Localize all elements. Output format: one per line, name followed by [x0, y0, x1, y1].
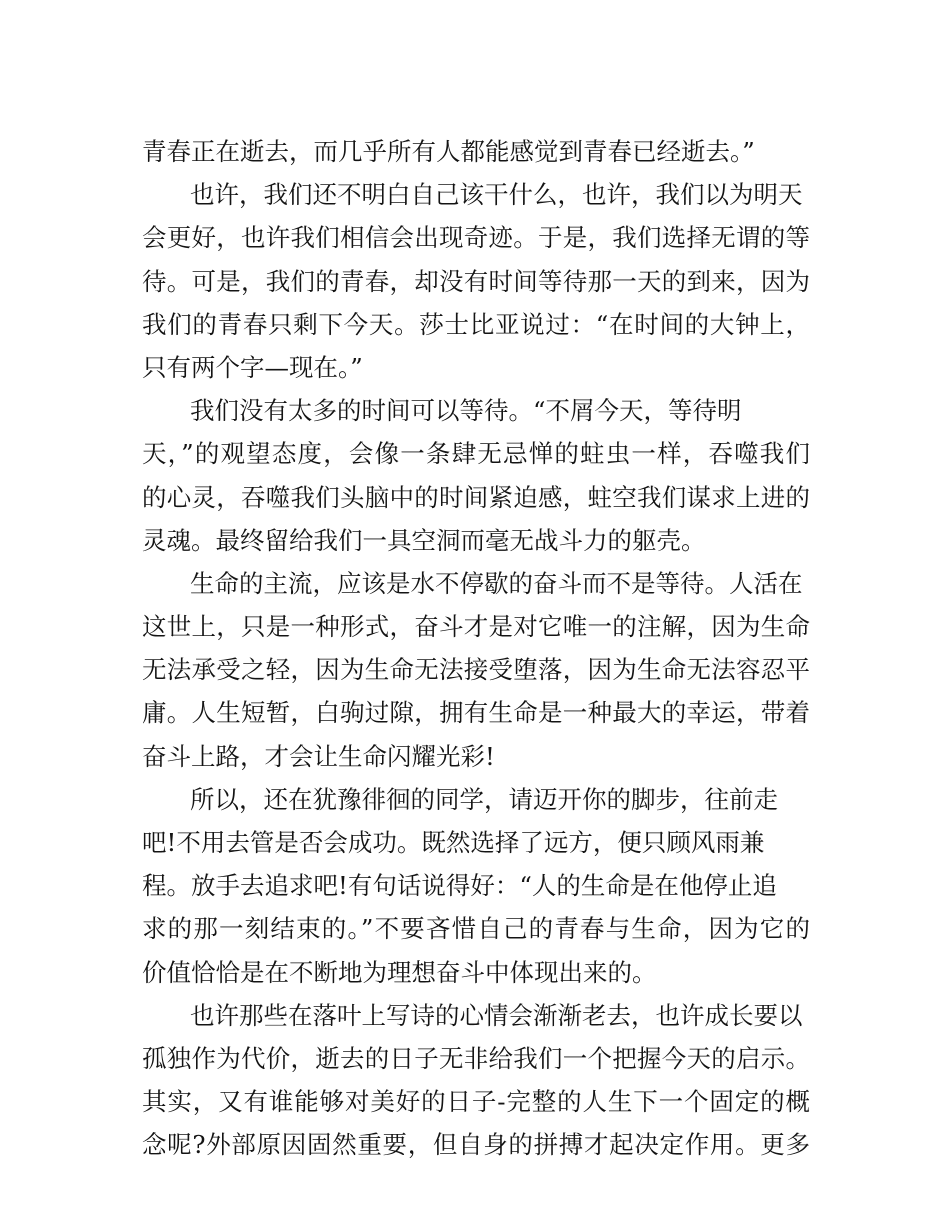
text-line: 价值恰恰是在不断地为理想奋斗中体现出来的。: [142, 957, 657, 987]
text-line: 会更好，也许我们相信会出现奇迹。于是，我们选择无谓的等: [142, 223, 810, 253]
text-line: 只有两个字—现在。”: [142, 352, 363, 382]
text-line: 吧!不用去管是否会成功。既然选择了远方，便只顾风雨兼: [142, 828, 765, 857]
text-line: 孤独作为代价，逝去的日子无非给我们一个把握今天的启示。: [142, 1043, 810, 1073]
text-line: 也许，我们还不明白自己该干什么，也许，我们以为明天: [190, 180, 803, 210]
text-line: 也许那些在落叶上写诗的心情会渐渐老去，也许成长要以: [190, 1000, 803, 1030]
text-line: 无法承受之轻，因为生命无法接受堕落，因为生命无法容忍平: [142, 655, 810, 685]
text-line: 奋斗上路，才会让生命闪耀光彩!: [142, 741, 495, 771]
text-line: 我们没有太多的时间可以等待。“不屑今天，等待明: [190, 396, 742, 426]
text-line: 程。放手去追求吧!有句话说得好：“人的生命是在他停止追: [142, 871, 777, 901]
text-line: 天，”的观望态度，会像一条肆无忌惮的蛀虫一样，吞噬我们: [142, 439, 810, 469]
text-line: 待。可是，我们的青春，却没有时间等待那一天的到来，因为: [142, 266, 810, 296]
text-line: 庸。人生短暂，白驹过隙，拥有生命是一种最大的幸运，带着: [142, 698, 810, 728]
text-line: 念呢?外部原因固然重要，但自身的拼搏才起决定作用。更多: [142, 1130, 810, 1160]
text-line: 这世上，只是一种形式，奋斗才是对它唯一的注解，因为生命: [142, 612, 810, 642]
text-line: 的心灵，吞噬我们头脑中的时间紧迫感，蛀空我们谋求上进的: [142, 482, 810, 512]
text-line: 灵魂。最终留给我们一具空洞而毫无战斗力的躯壳。: [142, 525, 706, 555]
text-line: 青春正在逝去，而几乎所有人都能感觉到青春已经逝去。”: [142, 137, 755, 166]
text-line: 求的那一刻结束的。”不要吝惜自己的青春与生命，因为它的: [142, 914, 810, 944]
text-line: 生命的主流，应该是水不停歇的奋斗而不是等待。人活在: [190, 568, 803, 598]
text-line: 所以，还在犹豫徘徊的同学，请迈开你的脚步，往前走: [190, 784, 778, 814]
text-line: 其实，又有谁能够对美好的日子-完整的人生下一个固定的概: [142, 1087, 810, 1117]
essay-body: [142, 130, 810, 1167]
text-line: 我们的青春只剩下今天。莎士比亚说过：“在时间的大钟上，: [142, 309, 810, 339]
